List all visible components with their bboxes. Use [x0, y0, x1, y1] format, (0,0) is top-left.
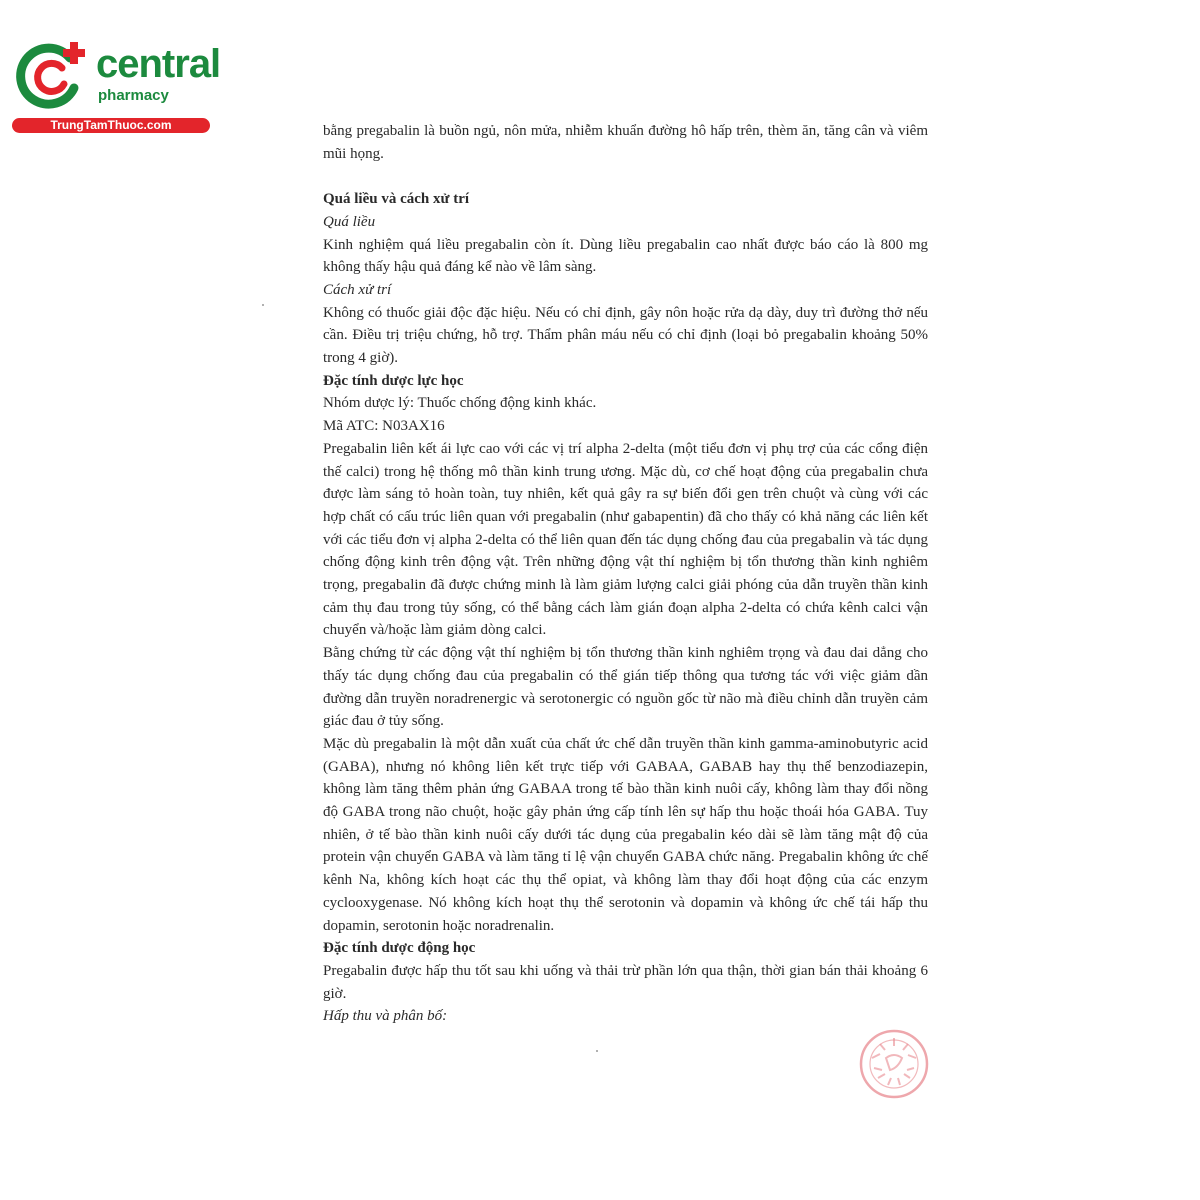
pharmacodynamics-paragraph-2: Bằng chứng từ các động vật thí nghiệm bị tổn thương thần kinh nghiêm trọng và đau dai dẳng cho thấy tác dụng chống đau của pregabalin có thể gián tiếp thông qua tương tác với việc giảm dần đường dẫn truyền noradrenergic và serotonergic có nguồn gốc từ não mà điều chỉnh dẫn truyền cảm giác đau ở tủy sống.	[323, 645, 928, 730]
brand-sub: pharmacy	[98, 87, 169, 104]
treatment-subheading: Cách xử trí	[323, 281, 392, 298]
pharmacodynamics-paragraph-3: Mặc dù pregabalin là một dẫn xuất của chất ức chế dẫn truyền thần kinh gamma-aminobutyric acid (GABA), nhưng nó không liên kết trực tiếp với GABAA, GABAB hay thụ thể benzodiazepin, không làm tăng thêm phản ứng GABAA trong tế bào thần kinh nuôi cấy, không làm thay đổi nồng độ GABA trong não chuột, hoặc gây phản ứng cấp tính lên sự hấp thu hoặc thoái hóa GABA. Tuy nhiên, ở tế bào thần kinh nuôi cấy dưới tác dụng của pregabalin kéo dài sẽ làm tăng mật độ của protein vận chuyển GABA và làm tăng tỉ lệ vận chuyển GABA chức năng. Pregabalin không ức chế kênh Na, không kích hoạt các thụ thể opiat, và không làm thay đổi hoạt động của các enzym cyclooxygenase. Nó không kích hoạt thụ thể serotonin và dopamin và không ức chế tái hấp thu dopamin, serotonin hoặc noradrenalin.	[323, 735, 928, 934]
atc-code: Mã ATC: N03AX16	[323, 418, 445, 435]
intro-paragraph: bằng pregabalin là buồn ngủ, nôn mửa, nhiễm khuẩn đường hô hấp trên, thèm ăn, tăng cân và viêm mũi họng.	[323, 123, 928, 162]
pharmacodynamics-heading: Đặc tính dược lực học	[323, 372, 464, 389]
central-logo-icon	[12, 36, 92, 116]
pharmacologic-group: Nhóm dược lý: Thuốc chống động kinh khác.	[323, 395, 597, 412]
brand-logo	[12, 36, 221, 136]
overdose-subheading: Quá liều	[323, 213, 376, 230]
document-body	[323, 120, 928, 1028]
pharmacokinetics-heading: Đặc tính dược động học	[323, 940, 476, 957]
pharmacokinetics-paragraph: Pregabalin được hấp thu tốt sau khi uống và thải trừ phần lớn qua thận, thời gian bán thải khoảng 6 giờ.	[323, 963, 928, 1002]
pharmacodynamics-paragraph-1: Pregabalin liên kết ái lực cao với các vị trí alpha 2-delta (một tiểu đơn vị phụ trợ của các cổng điện thế calci) trong hệ thống mô thần kinh trung ương. Mặc dù, cơ chế hoạt động của pregabalin chưa được làm sáng tỏ hoàn toàn, tuy nhiên, kết quả gây ra sự biến đổi gen trên chuột và cùng với các hợp chất có cấu trúc liên quan với pregabalin (như gabapentin) đã cho thấy có khả năng các liên kết với các tiểu đơn vị alpha 2-delta có thể liên quan đến tác dụng chống đau của pregabalin và tác dụng chống động kinh trên động vật. Trên những động vật thí nghiệm bị tổn thương thần kinh nghiêm trọng, pregabalin đã được chứng minh là làm giảm lượng calci giải phóng của dẫn truyền thần kinh cảm thụ đau trong tủy sống, có thể bằng cách làm gián đoạn alpha 2-delta có chứa kênh calci vận chuyển và/hoặc làm giảm dòng calci.	[323, 440, 928, 639]
scan-speck	[596, 1050, 598, 1052]
red-seal-stamp	[858, 1028, 930, 1100]
overdose-paragraph: Kinh nghiệm quá liều pregabalin còn ít. Dùng liều pregabalin cao nhất được báo cáo là 800 mg không thấy hậu quả đáng kể nào về lâm sàng.	[323, 236, 928, 276]
brand-url: TrungTamThuoc.com	[12, 118, 210, 133]
treatment-paragraph: Không có thuốc giải độc đặc hiệu. Nếu có chỉ định, gây nôn hoặc rửa dạ dày, duy trì đường thở nếu cần. Điều trị triệu chứng, hỗ trợ. Thẩm phân máu nếu có chỉ định (loại bỏ pregabalin khoảng 50% trong 4 giờ).	[323, 304, 928, 367]
overdose-heading: Quá liều và cách xử trí	[323, 191, 470, 208]
scan-speck	[262, 304, 264, 306]
absorption-subheading: Hấp thu và phân bố:	[323, 1008, 448, 1025]
brand-name: central	[96, 42, 221, 86]
